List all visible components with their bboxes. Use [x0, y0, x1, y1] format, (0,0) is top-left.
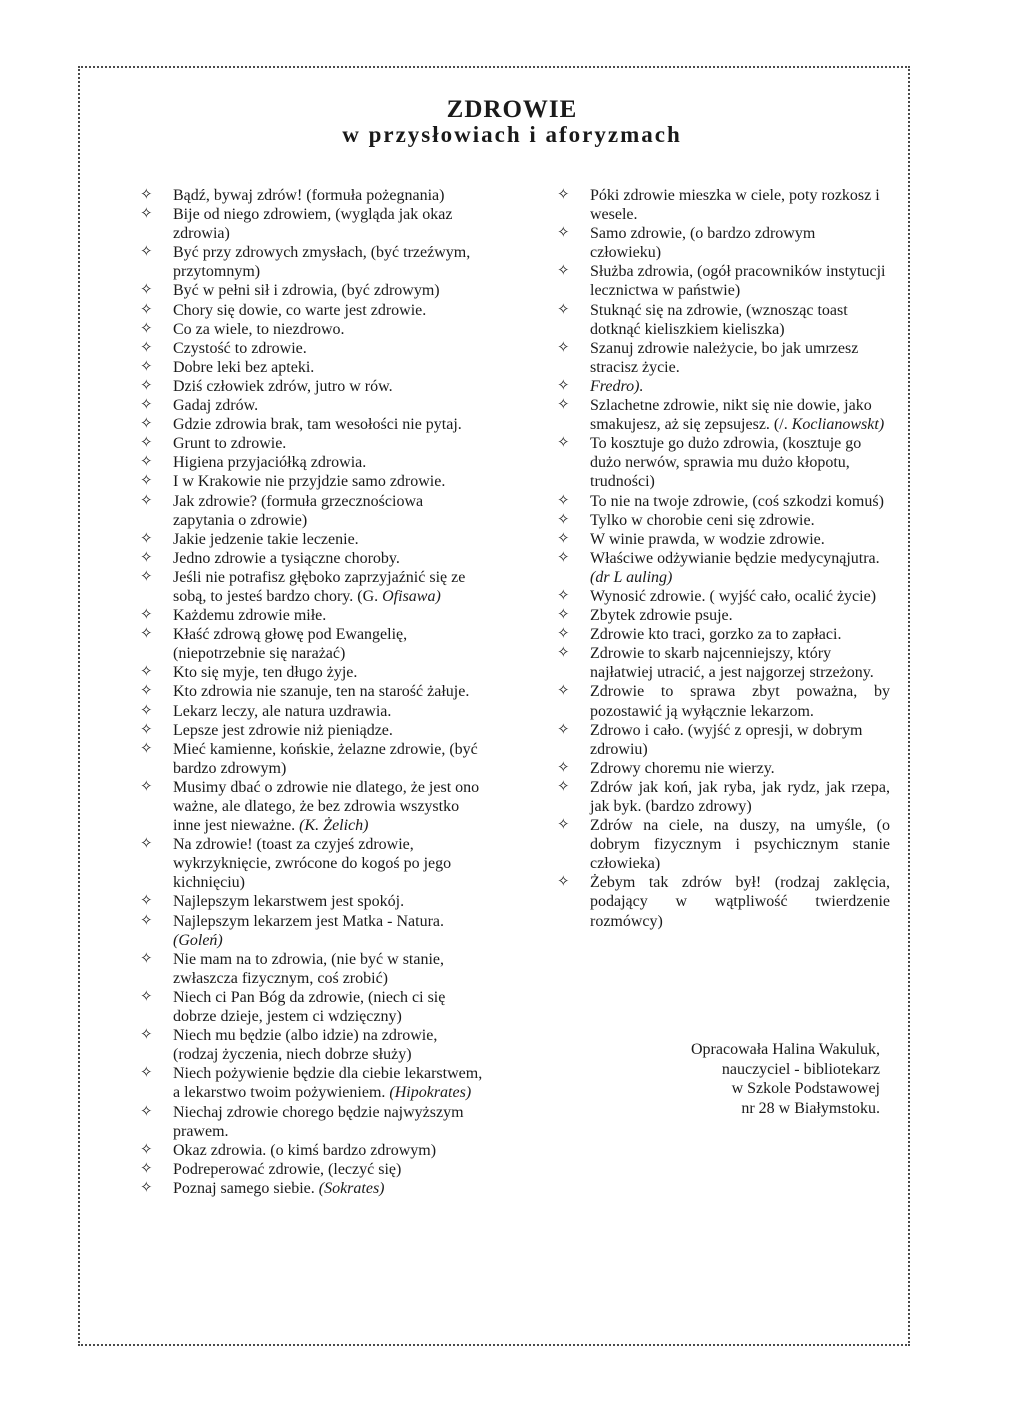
proverb-item	[555, 301, 890, 339]
proverb-item	[555, 339, 890, 377]
proverb-item	[555, 530, 890, 549]
proverb-item	[138, 721, 483, 740]
proverb-item	[555, 224, 890, 262]
proverb-text: Jedno zdrowie a tysiączne choroby.	[173, 549, 400, 567]
proverb-item	[138, 702, 483, 721]
star-bullet-icon: ✧	[140, 683, 153, 700]
proverb-item	[138, 988, 483, 1026]
proverb-text: Niech pożywienie będzie dla ciebie lekarstwem, a lekarstwo twoim pożywieniem. (Hipokrates)	[173, 1065, 483, 1102]
proverb-text: Gadaj zdrów.	[173, 397, 259, 415]
proverb-item	[555, 587, 890, 606]
proverb-item	[138, 1179, 483, 1198]
proverb-text: Stuknąć się na zdrowie, (wznosząc toast dotknąć kieliszkiem kieliszka)	[590, 301, 848, 338]
star-bullet-icon: ✧	[557, 339, 570, 356]
star-bullet-icon: ✧	[557, 778, 570, 795]
proverb-text: Jakie jedzenie takie leczenie.	[173, 530, 359, 548]
star-bullet-icon: ✧	[140, 950, 153, 967]
star-bullet-icon: ✧	[140, 416, 153, 433]
star-bullet-icon: ✧	[140, 778, 153, 795]
proverb-text: Okaz zdrowia. (o kimś bardzo zdrowym)	[173, 1141, 437, 1159]
proverb-item	[138, 396, 483, 415]
proverb-text: I w Krakowie nie przyjdzie samo zdrowie.	[173, 473, 446, 491]
star-bullet-icon: ✧	[557, 721, 570, 738]
proverb-item	[555, 396, 890, 434]
proverb-text: Zdrowy choremu nie wierzy.	[590, 759, 775, 777]
proverb-author: (Hipokrates)	[389, 1084, 472, 1102]
proverb-author: (Goleń)	[173, 931, 223, 949]
proverb-author: (dr L auling)	[590, 568, 673, 586]
proverb-text: Zdrowie kto traci, gorzko za to zapłaci.	[590, 626, 842, 644]
proverb-item	[138, 415, 483, 434]
proverb-text: Kłaść zdrową głowę pod Ewangelię, (niepotrzebnie się narażać)	[173, 626, 408, 663]
proverb-text: Żebym tak zdrów był! (rodzaj zaklęcia, podający w wątpliwość twierdzenie rozmówcy)	[590, 874, 890, 930]
proverb-text: Wynosić zdrowie. ( wyjść cało, ocalić życie)	[590, 587, 877, 605]
star-bullet-icon: ✧	[140, 740, 153, 757]
star-bullet-icon: ✧	[557, 263, 570, 280]
proverb-text: Samo zdrowie, (o bardzo zdrowym człowieku)	[590, 225, 816, 262]
proverb-item	[138, 281, 483, 300]
proverb-item	[138, 1160, 483, 1179]
proverb-item	[138, 1026, 483, 1064]
proverb-item	[138, 453, 483, 472]
star-bullet-icon: ✧	[557, 187, 570, 203]
proverb-text: Właściwe odżywianie będzie medycynąjutra. (dr L auling)	[590, 549, 880, 586]
star-bullet-icon: ✧	[140, 626, 153, 643]
star-bullet-icon: ✧	[140, 568, 153, 585]
proverb-item	[138, 301, 483, 320]
proverb-text: Zdrowie to sprawa zbyt poważna, by pozostawić ją wyłącznie lekarzom.	[590, 683, 890, 720]
proverb-item	[138, 320, 483, 339]
proverb-text: Szanuj zdrowie należycie, bo jak umrzesz stracisz życie.	[590, 339, 859, 376]
star-bullet-icon: ✧	[140, 397, 153, 414]
proverb-text: Jeśli nie potrafisz głęboko zaprzyjaźnić się ze sobą, to jesteś bardzo chory. (G. Ofisawa)	[173, 568, 466, 605]
star-bullet-icon: ✧	[557, 759, 570, 776]
star-bullet-icon: ✧	[557, 817, 570, 834]
star-bullet-icon: ✧	[140, 320, 153, 337]
left-proverb-list	[138, 186, 483, 1198]
star-bullet-icon: ✧	[557, 492, 570, 509]
star-bullet-icon: ✧	[557, 397, 570, 414]
star-bullet-icon: ✧	[140, 530, 153, 547]
proverb-item	[555, 816, 890, 873]
star-bullet-icon: ✧	[140, 473, 153, 490]
proverb-text: Zdrów na ciele, na duszy, na umyśle, (o dobrym fizycznym i psychicznym stanie człowieka)	[590, 817, 890, 873]
star-bullet-icon: ✧	[140, 702, 153, 719]
proverb-text: Szlachetne zdrowie, nikt się nie dowie, jako smakujesz, aż się zepsujesz. (/. Koclianowskt)	[590, 397, 885, 434]
proverb-text	[590, 377, 890, 396]
proverb-item	[138, 492, 483, 530]
star-bullet-icon: ✧	[140, 492, 153, 509]
proverb-text: Kto zdrowia nie szanuje, ten na starość żałuje.	[173, 683, 470, 701]
star-bullet-icon: ✧	[140, 187, 153, 203]
proverb-text: Kto się myje, ten długo żyje.	[173, 664, 358, 682]
signature-line: nr 28 w Białymstoku.	[741, 1099, 880, 1117]
proverb-text: Mieć kamienne, końskie, żelazne zdrowie, (być bardzo zdrowym)	[173, 740, 478, 777]
proverb-item	[138, 912, 483, 950]
proverb-text: Poznaj samego siebie. (Sokrates)	[173, 1179, 385, 1197]
proverb-item	[555, 377, 890, 396]
proverb-item	[138, 339, 483, 358]
proverb-item	[555, 186, 890, 224]
proverb-item	[138, 243, 483, 281]
proverb-text: Tylko w chorobie ceni się zdrowie.	[590, 511, 815, 529]
star-bullet-icon: ✧	[557, 587, 570, 604]
proverb-item	[138, 1064, 483, 1102]
signature-line: nauczyciel - bibliotekarz	[721, 1060, 880, 1078]
proverb-item	[138, 205, 483, 243]
proverb-item	[555, 511, 890, 530]
proverb-item	[555, 262, 890, 300]
star-bullet-icon: ✧	[140, 1103, 153, 1120]
proverb-text: Higiena przyjaciółką zdrowia.	[173, 454, 367, 472]
star-bullet-icon: ✧	[140, 1027, 153, 1044]
star-bullet-icon: ✧	[557, 626, 570, 643]
proverb-text: Niech mu będzie (albo idzie) na zdrowie, (rodzaj życzenia, niech dobrze służy)	[173, 1027, 438, 1064]
proverb-item	[138, 1103, 483, 1141]
right-proverb-list	[555, 186, 890, 931]
proverb-item	[138, 663, 483, 682]
star-bullet-icon: ✧	[557, 377, 570, 394]
proverb-author: Ofisawa)	[382, 587, 441, 605]
proverb-text: Grunt to zdrowie.	[173, 435, 287, 453]
page-title: ZDROWIE	[446, 96, 578, 123]
star-bullet-icon: ✧	[140, 301, 153, 318]
star-bullet-icon: ✧	[140, 1179, 153, 1196]
proverb-text: Póki zdrowie mieszka w ciele, poty rozkosz i wesele.	[590, 187, 880, 224]
proverb-text: Zdrowo i cało. (wyjść z opresji, w dobrym zdrowiu)	[590, 721, 863, 758]
proverb-text: Najlepszym lekarzem jest Matka - Natura. (Goleń)	[173, 912, 444, 949]
proverb-text: Musimy dbać o zdrowie nie dlatego, że jest ono ważne, ale dlatego, że bez zdrowia wszystko inne jest nieważne. (K. Żelich)	[173, 778, 480, 835]
proverb-item	[138, 950, 483, 988]
proverb-item	[555, 644, 890, 682]
star-bullet-icon: ✧	[140, 358, 153, 375]
proverb-text: Na zdrowie! (toast za czyjeś zdrowie, wykrzyknięcie, zwrócone do kogoś po jego kichnięciu)	[173, 836, 452, 892]
star-bullet-icon: ✧	[557, 607, 570, 624]
proverb-text: Najlepszym lekarstwem jest spokój.	[173, 893, 405, 911]
star-bullet-icon: ✧	[140, 836, 153, 853]
proverb-item	[555, 625, 890, 644]
proverb-text: Bije od niego zdrowiem, (wygląda jak okaz zdrowia)	[173, 206, 453, 243]
proverb-text: Podreperować zdrowie, (leczyć się)	[173, 1160, 402, 1178]
proverb-text: Niech ci Pan Bóg da zdrowie, (niech ci się dobrze dzieje, jestem ci wdzięczny)	[173, 988, 446, 1026]
proverb-text: To kosztuje go dużo zdrowia, (kosztuje go dużo nerwów, sprawia mu dużo kłopotu, trudności)	[590, 435, 862, 491]
page-subtitle: w przysłowiach i aforyzmach	[342, 122, 682, 147]
proverb-item	[138, 778, 483, 835]
star-bullet-icon: ✧	[557, 530, 570, 547]
proverb-author: (Sokrates)	[318, 1179, 385, 1197]
star-bullet-icon: ✧	[140, 339, 153, 356]
star-bullet-icon: ✧	[557, 301, 570, 318]
proverb-item	[555, 759, 890, 778]
proverb-item	[138, 530, 483, 549]
star-bullet-icon: ✧	[140, 607, 153, 624]
proverb-author: Fredro).	[590, 377, 644, 395]
proverb-text: Czystość to zdrowie.	[173, 339, 307, 357]
proverb-text: W winie prawda, w wodzie zdrowie.	[590, 530, 825, 548]
author-signature	[600, 1040, 880, 1118]
proverb-text: Każdemu zdrowie miłe.	[173, 607, 327, 625]
proverb-item	[138, 186, 483, 205]
proverb-item	[138, 740, 483, 778]
proverb-text: Służba zdrowia, (ogół pracowników instytucji lecznictwa w państwie)	[590, 263, 886, 300]
proverb-author: Koclianowskt)	[791, 416, 885, 434]
star-bullet-icon: ✧	[140, 454, 153, 471]
proverb-text: Chory się dowie, co warte jest zdrowie.	[173, 301, 427, 319]
proverb-author: (K. Żelich)	[299, 817, 369, 835]
proverb-text: Dobre leki bez apteki.	[173, 358, 315, 376]
star-bullet-icon: ✧	[140, 912, 153, 929]
proverb-text: Zbytek zdrowie psuje.	[590, 607, 733, 625]
proverb-text: Być przy zdrowych zmysłach, (być trzeźwym, przytomnym)	[173, 244, 471, 281]
proverb-text: Bądź, bywaj zdrów! (formuła pożegnania)	[173, 187, 445, 204]
star-bullet-icon: ✧	[557, 549, 570, 566]
star-bullet-icon: ✧	[557, 435, 570, 452]
star-bullet-icon: ✧	[140, 664, 153, 681]
proverb-item	[138, 892, 483, 911]
proverb-text: Co za wiele, to niezdrowo.	[173, 320, 345, 338]
star-bullet-icon: ✧	[140, 206, 153, 223]
star-bullet-icon: ✧	[140, 1065, 153, 1082]
signature-line: w Szkole Podstawowej	[731, 1080, 880, 1097]
proverb-item	[138, 377, 483, 396]
proverb-text: Nie mam na to zdrowia, (nie być w stanie, zwłaszcza fizycznym, coś zrobić)	[173, 950, 445, 987]
proverb-item	[138, 568, 483, 606]
star-bullet-icon: ✧	[140, 549, 153, 566]
star-bullet-icon: ✧	[557, 225, 570, 242]
star-bullet-icon: ✧	[140, 1141, 153, 1158]
proverb-item	[138, 549, 483, 568]
proverb-item	[138, 1141, 483, 1160]
proverb-text: Gdzie zdrowia brak, tam wesołości nie pytaj.	[173, 416, 462, 434]
proverb-item	[138, 434, 483, 453]
proverb-item	[555, 873, 890, 930]
star-bullet-icon: ✧	[140, 893, 153, 910]
proverb-item	[138, 358, 483, 377]
proverb-item	[138, 835, 483, 892]
proverb-text: Zdrów jak koń, jak ryba, jak rydz, jak rzepa, jak byk. (bardzo zdrowy)	[590, 778, 890, 815]
star-bullet-icon: ✧	[140, 244, 153, 261]
star-bullet-icon: ✧	[557, 874, 570, 891]
proverb-item	[138, 682, 483, 701]
star-bullet-icon: ✧	[140, 1160, 153, 1177]
star-bullet-icon: ✧	[140, 435, 153, 452]
star-bullet-icon: ✧	[140, 377, 153, 394]
signature-line: Opracowała Halina Wakuluk,	[690, 1041, 880, 1058]
proverb-text: Zdrowie to skarb najcenniejszy, który najłatwiej utracić, a jest najgorzej strzeżony.	[590, 645, 874, 682]
proverb-text: Niechaj zdrowie chorego będzie najwyższym prawem.	[173, 1103, 464, 1140]
proverb-text: Jak zdrowie? (formuła grzecznościowa zapytania o zdrowie)	[173, 492, 424, 529]
proverb-text: Lekarz leczy, ale natura uzdrawia.	[173, 702, 392, 720]
proverb-text: To nie na twoje zdrowie, (coś szkodzi komuś)	[590, 492, 884, 510]
proverb-item	[555, 549, 890, 587]
proverb-item	[555, 721, 890, 759]
proverb-item	[138, 472, 483, 491]
proverb-item	[555, 682, 890, 720]
star-bullet-icon: ✧	[140, 721, 153, 738]
proverb-item	[555, 778, 890, 816]
proverb-item	[555, 434, 890, 491]
proverb-item	[138, 625, 483, 663]
star-bullet-icon: ✧	[140, 282, 153, 299]
star-bullet-icon: ✧	[557, 511, 570, 528]
proverb-item	[555, 606, 890, 625]
star-bullet-icon: ✧	[557, 645, 570, 662]
proverb-text: Lepsze jest zdrowie niż pieniądze.	[173, 721, 393, 739]
proverb-item	[138, 606, 483, 625]
star-bullet-icon: ✧	[140, 988, 153, 1005]
proverb-item	[555, 492, 890, 511]
proverb-text: Być w pełni sił i zdrowia, (być zdrowym)	[173, 282, 440, 300]
proverb-text: Dziś człowiek zdrów, jutro w rów.	[173, 377, 393, 395]
star-bullet-icon: ✧	[557, 683, 570, 700]
